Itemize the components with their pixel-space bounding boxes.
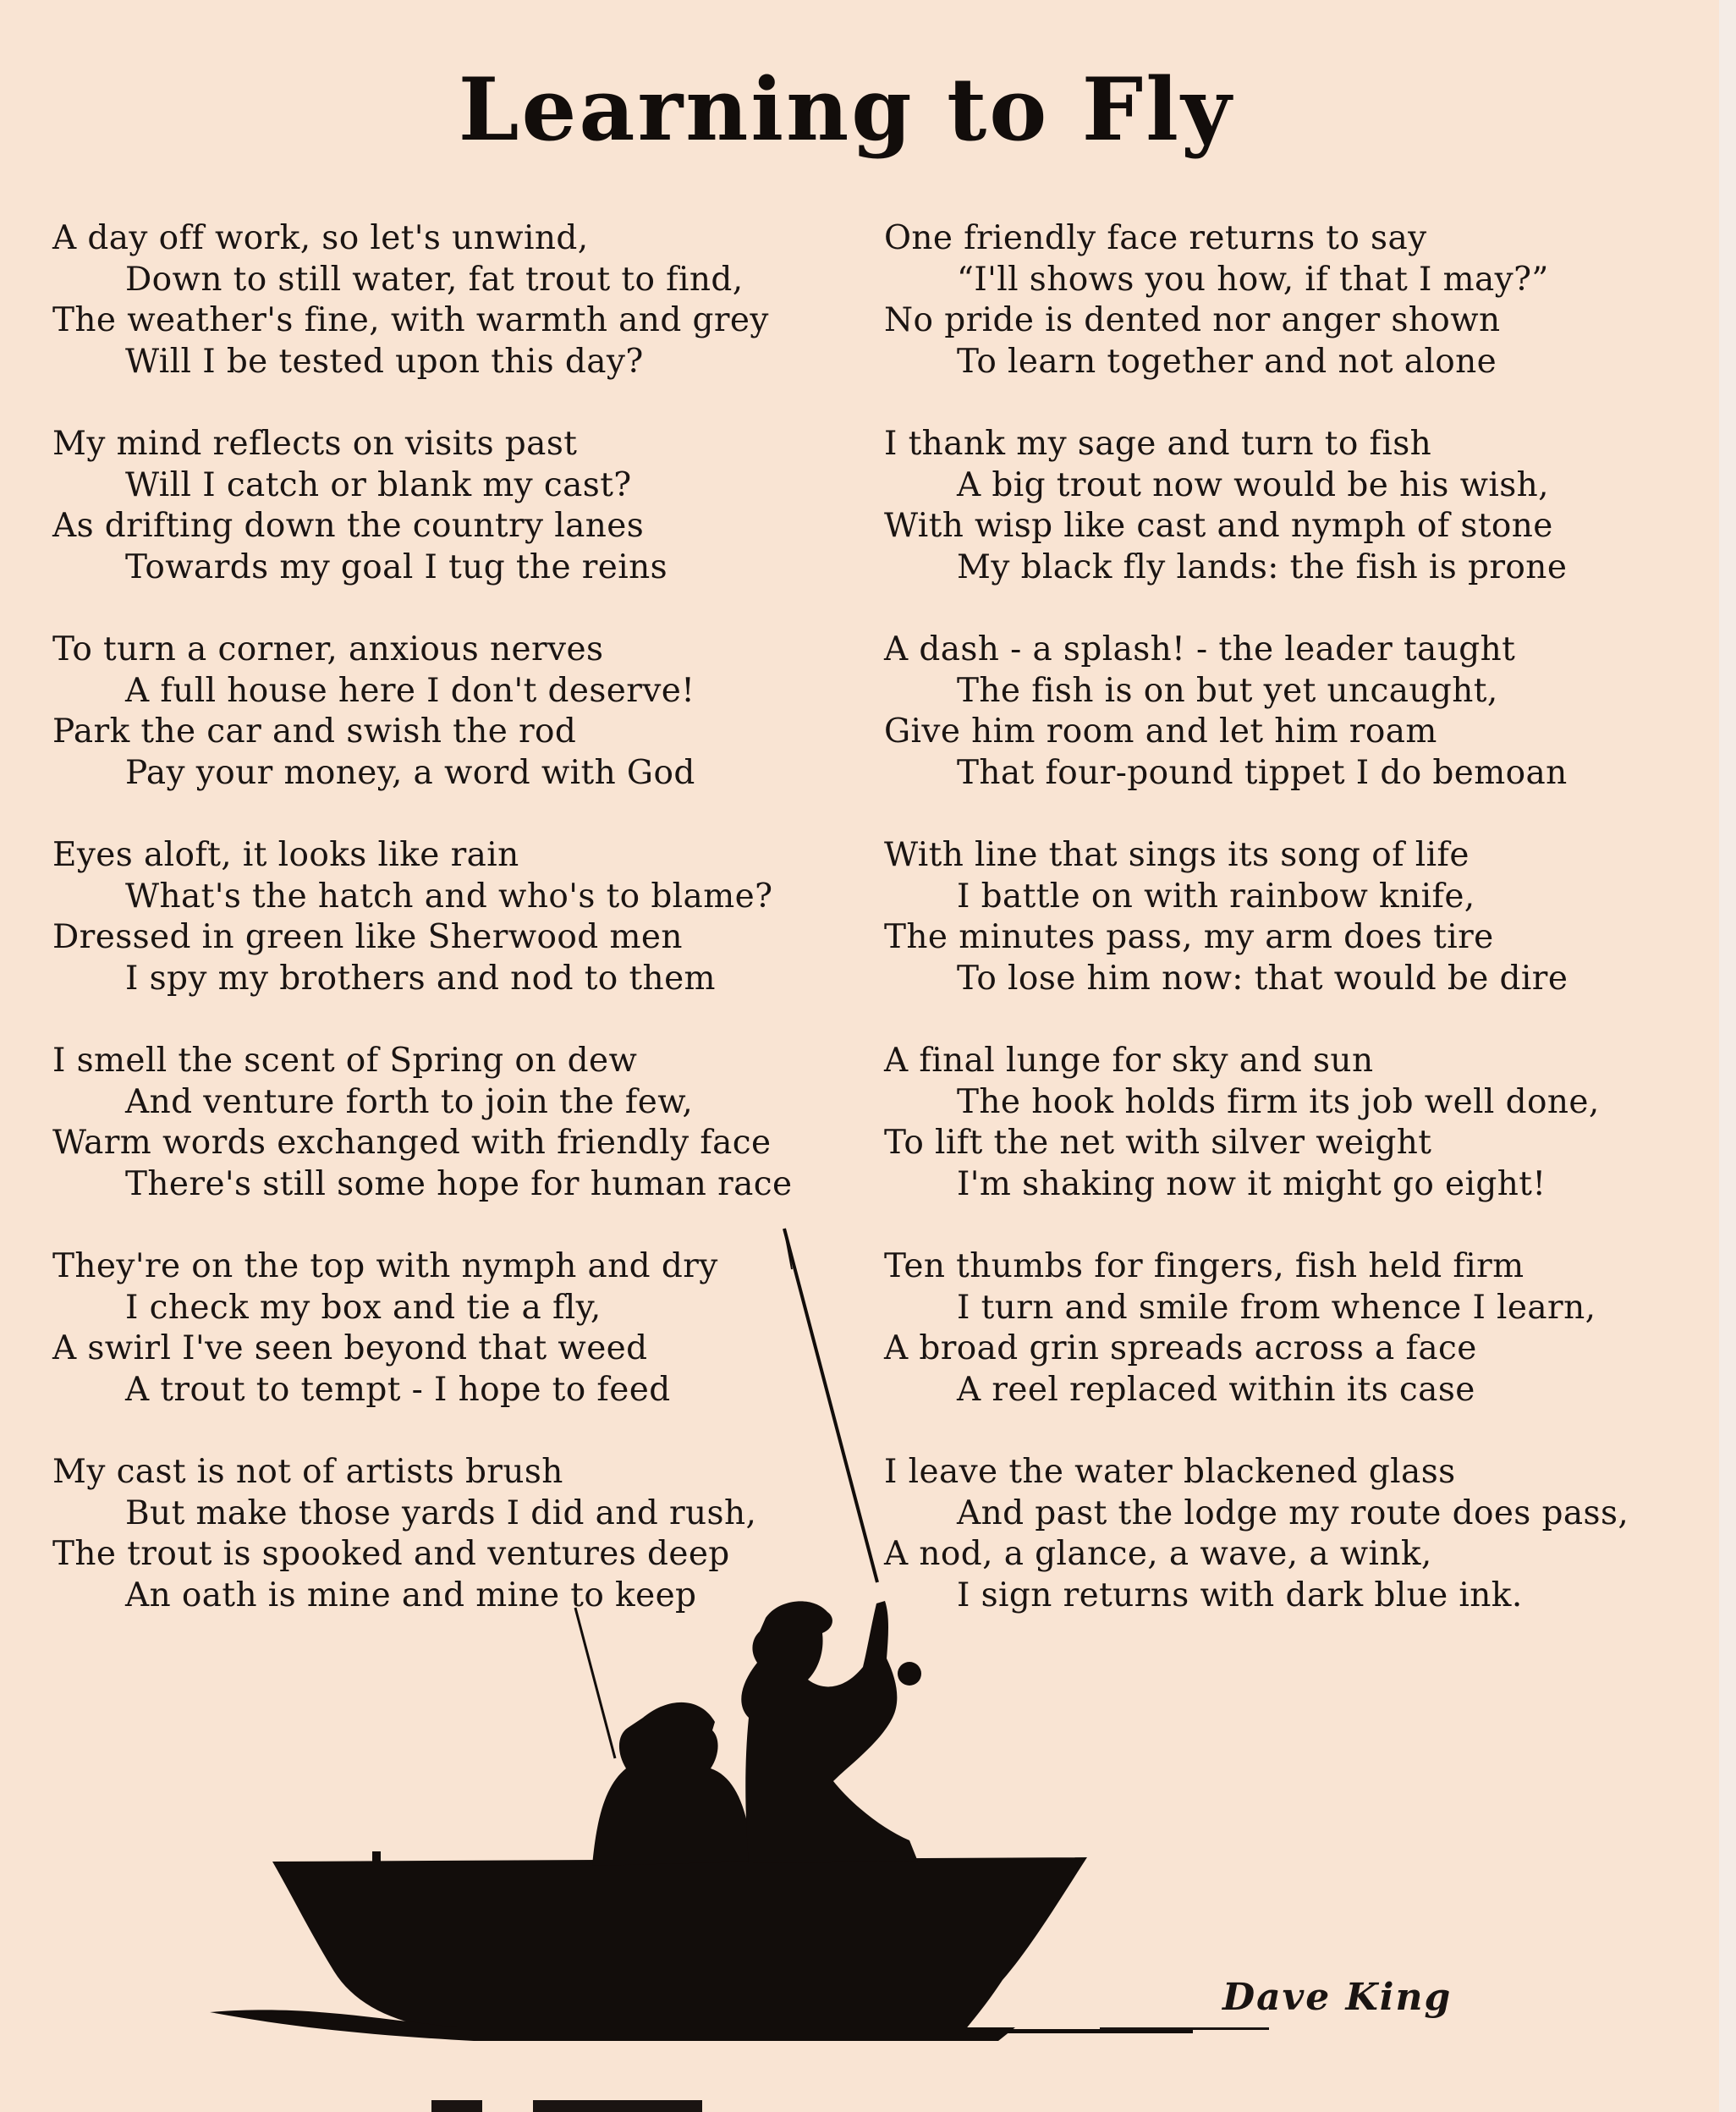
poem-line: I battle on with rainbow knife, (957, 877, 1475, 916)
poem-line: “I'll shows you how, if that I may?” (957, 260, 1549, 299)
seated-fisherman-left (592, 1702, 753, 1866)
poem-line: Down to still water, fat trout to find, (125, 260, 744, 299)
poem-line: A swirl I've seen beyond that weed (52, 1329, 648, 1367)
poem-line: The fish is on but yet uncaught, (957, 671, 1498, 710)
poem-line: Warm words exchanged with friendly face (52, 1124, 772, 1162)
poem-line: Give him room and let him roam (884, 712, 1437, 751)
poem-line: A trout to tempt - I hope to feed (125, 1370, 671, 1409)
poem-line: My mind reflects on visits past (52, 425, 578, 463)
poem-line: The weather's fine, with warmth and grey (52, 301, 769, 339)
poem-line: I'm shaking now it might go eight! (957, 1164, 1546, 1203)
poem-line: The hook holds firm its job well done, (957, 1082, 1600, 1121)
poem-line: To learn together and not alone (957, 342, 1497, 381)
poem-line: I check my box and tie a fly, (125, 1288, 602, 1327)
poem-line: I sign returns with dark blue ink. (957, 1576, 1523, 1614)
fishing-rod-second (575, 1608, 615, 1758)
fishing-reel (898, 1662, 921, 1686)
poem-line: To lose him now: that would be dire (957, 959, 1568, 998)
poem-line: There's still some hope for human race (125, 1164, 793, 1203)
poem-line: But make those yards I did and rush, (125, 1493, 757, 1532)
poem-line: To lift the net with silver weight (884, 1124, 1432, 1162)
poem-line: A day off work, so let's unwind, (52, 219, 589, 257)
poem-line: Will I catch or blank my cast? (125, 465, 632, 504)
poem-line: My black fly lands: the fish is prone (957, 547, 1568, 586)
author-signature: Dave King (1222, 1976, 1453, 2019)
poem-line: I turn and smile from whence I learn, (957, 1288, 1596, 1327)
poem-line: Pay your money, a word with God (125, 753, 695, 792)
poem-line: I leave the water blackened glass (884, 1453, 1456, 1491)
poem-line: Will I be tested upon this day? (125, 342, 644, 381)
poem-line: A broad grin spreads across a face (884, 1329, 1477, 1367)
boat-hull (272, 1857, 1087, 2031)
poem-line: With wisp like cast and nymph of stone (884, 507, 1553, 545)
poem-line: What's the hatch and who's to blame? (125, 877, 773, 916)
poem-line: They're on the top with nymph and dry (52, 1247, 718, 1285)
poem-title: Learning to Fly (458, 59, 1234, 161)
poem-line: Ten thumbs for fingers, fish held firm (884, 1247, 1524, 1285)
poem-line: And past the lodge my route does pass, (957, 1493, 1629, 1532)
poem-line: The minutes pass, my arm does tire (884, 918, 1494, 956)
poem-line: Dressed in green like Sherwood men (52, 918, 683, 956)
poem-line: With line that sings its song of life (884, 836, 1470, 874)
poem-line: Park the car and swish the rod (52, 712, 577, 751)
poem-line: A dash - a splash! - the leader taught (884, 630, 1516, 668)
poem-line: My cast is not of artists brush (52, 1453, 563, 1491)
signature-underline (1100, 2027, 1269, 2030)
poem-line: I thank my sage and turn to fish (884, 425, 1432, 463)
poem-line: Towards my goal I tug the reins (125, 547, 668, 586)
poem-line: A big trout now would be his wish, (957, 465, 1549, 504)
standing-fisherman-right (741, 1601, 918, 1863)
poem-line: That four-pound tippet I do bemoan (957, 753, 1568, 792)
poem-line: And venture forth to join the few, (125, 1082, 694, 1121)
poem-line: An oath is mine and mine to keep (125, 1576, 697, 1614)
poem-line: A nod, a glance, a wave, a wink, (884, 1535, 1432, 1573)
poem-line: One friendly face returns to say (884, 219, 1427, 257)
poem-line: A final lunge for sky and sun (884, 1042, 1374, 1080)
poem-line: As drifting down the country lanes (52, 507, 645, 545)
poem-line: I spy my brothers and nod to them (125, 959, 716, 998)
poem-line: No pride is dented nor anger shown (884, 301, 1501, 339)
poem-line: A reel replaced within its case (957, 1370, 1475, 1409)
poem-line: The trout is spooked and ventures deep (52, 1535, 730, 1573)
poem-line: A full house here I don't deserve! (125, 671, 695, 710)
poem-line: To turn a corner, anxious nerves (52, 630, 604, 668)
poem-line: Eyes aloft, it looks like rain (52, 836, 519, 874)
poem-line: I smell the scent of Spring on dew (52, 1042, 638, 1080)
bottom-edge-marks (431, 2100, 702, 2112)
fishing-rod-main (784, 1229, 877, 1582)
